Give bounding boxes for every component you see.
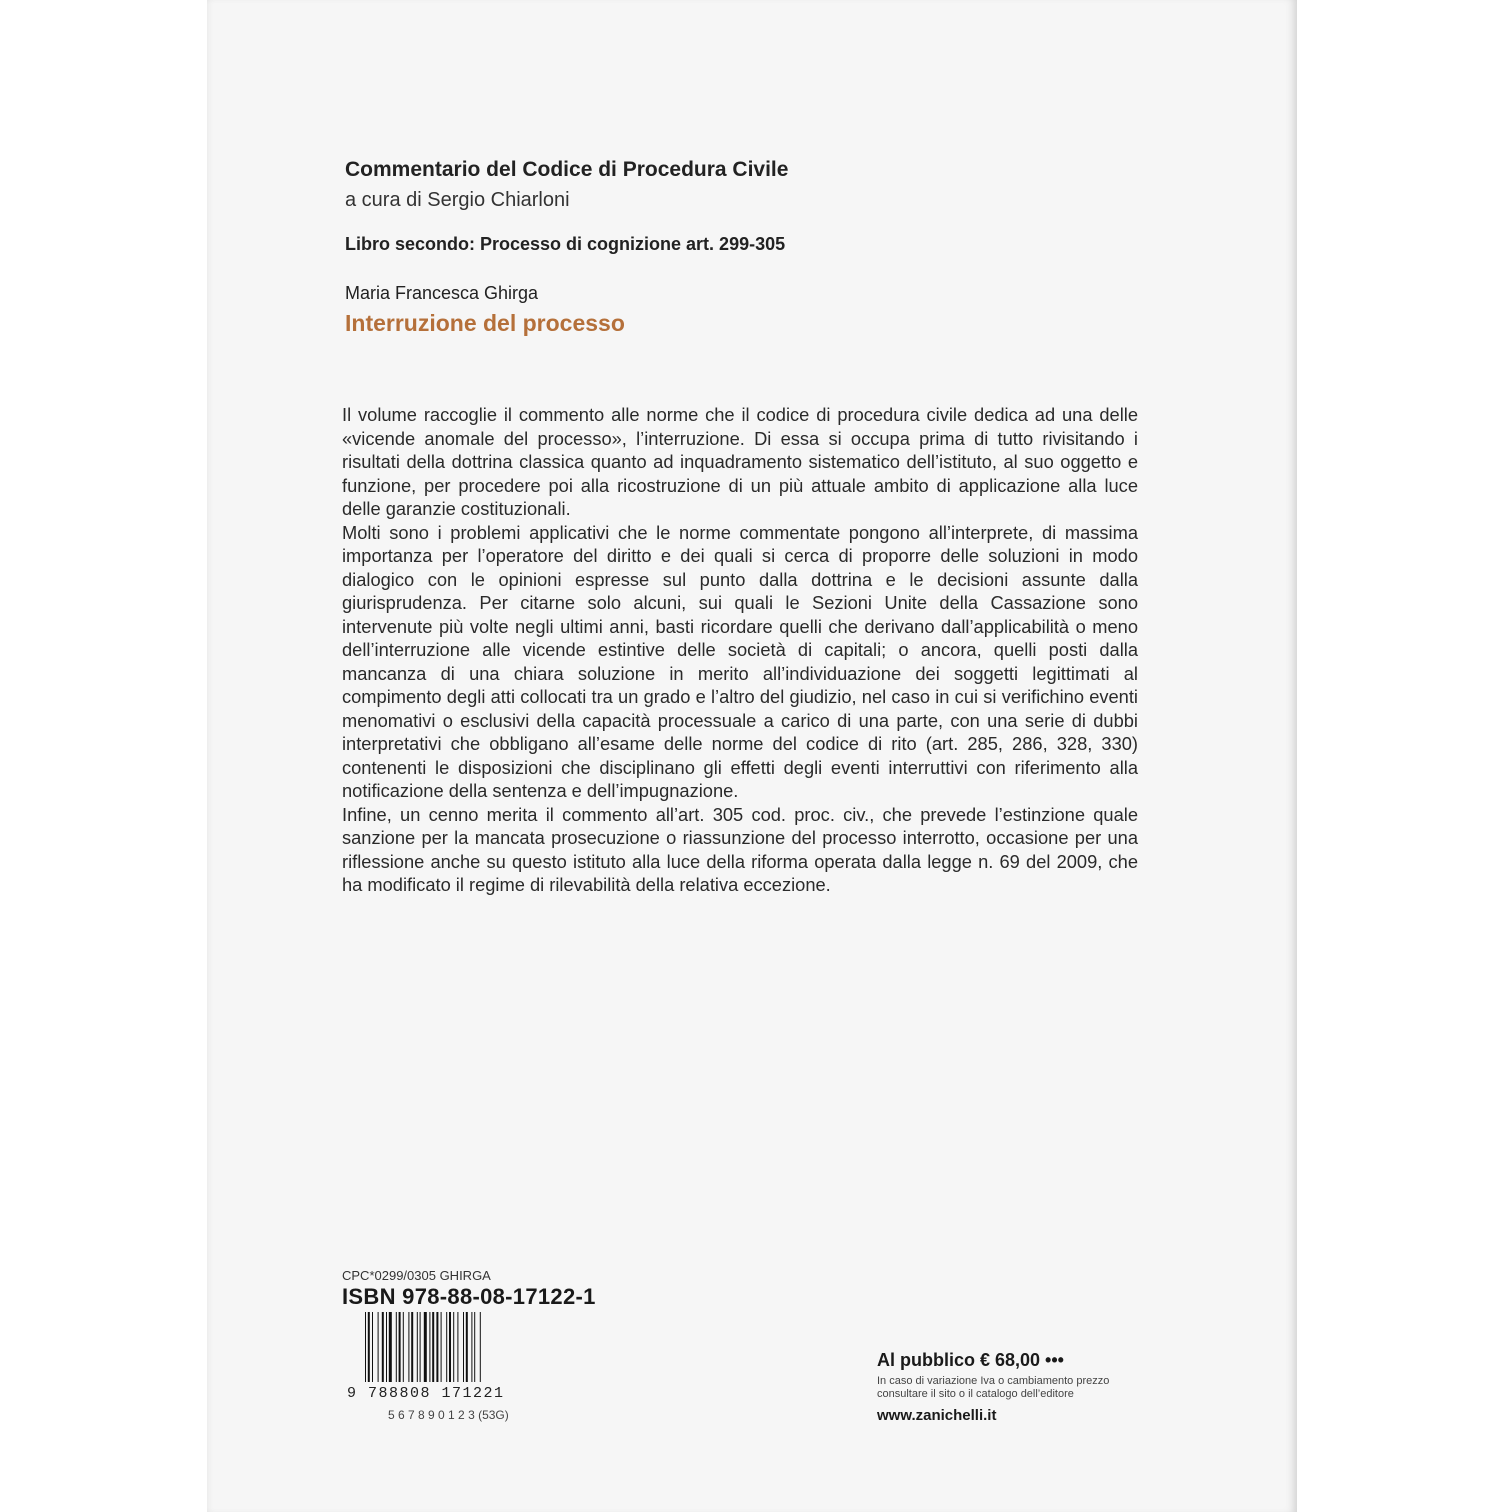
isbn-number: ISBN 978-88-08-17122-1 [342,1284,596,1309]
description-paragraph: Molti sono i problemi applicativi che le norme commentate pongono all’interprete, di massima importanza per l’operatore del diritto e dei quali si cerca di proporre delle soluzioni in modo dialogico con le opinioni espresse sul punto dalla dottrina e le decisioni assunte dalla giurisprudenza. Per citarne solo alcuni, sui quali le Sezioni Unite della Cassazione sono intervenute più volte negli ultimi anni, basti ricordare quelli che derivano dall’applicabilità o meno dell’interruzione alle vicende estintive delle società di capitali; o ancora, quelli posti dalla mancanza di una chiara soluzione in merito all’individuazione dei soggetti legittimati al compimento degli atti collocati tra un grado e l’altro del giudizio, nel caso in cui si verifichino eventi menomativi o esclusivi della capacità processuale a carico di una parte, con una serie di dubbi interpretativi che obbligano all’esame delle norme del codice di rito (art. 285, 286, 328, 330) contenenti le disposizioni che disciplinano gli effetti degli eventi interruttivi con riferimento alla notificazione della sentenza e dell’impugnazione. [342,521,1138,801]
author-name: Maria Francesca Ghirga [345,283,539,303]
series-code: CPC*0299/0305 GHIRGA [342,1268,491,1283]
print-run-code: 5 6 7 8 9 0 1 2 3 (53G) [388,1408,509,1422]
price-label: Al pubblico € 68,00 ••• [877,1350,1064,1370]
price-note-line: consultare il sito o il catalogo dell’editore [877,1388,1074,1400]
price-note-line: In caso di variazione Iva o cambiamento prezzo [877,1375,1110,1387]
description-paragraph: Il volume raccoglie il commento alle norme che il codice di procedura civile dedica ad una delle «vicende anomale del processo», l’interruzione. Di essa si occupa prima di tutto rivisitando i risultati della dottrina classica quanto ad inquadramento sistematico dell’istituto, al suo oggetto e funzione, per procedere poi alla ricostruzione di un più attuale ambito di applicazione alla luce delle garanzie costituzionali. [342,404,1138,519]
book-title: Interruzione del processo [345,310,625,336]
barcode-image [365,1312,531,1382]
editor-credit: a cura di Sergio Chiarloni [345,189,570,211]
publisher-website: www.zanichelli.it [877,1407,997,1424]
description-paragraph: Infine, un cenno merita il commento all’art. 305 cod. proc. civ., che prevede l’estinzione quale sanzione per la mancata prosecuzione o riassunzione del processo interrotto, occasione per una riflessione anche su questo istituto alla luce della riforma operata dalla legge n. 69 del 2009, che ha modificato il regime di rilevabilità della relativa eccezione. [342,803,1138,895]
book-part-heading: Libro secondo: Processo di cognizione art. 299-305 [345,234,786,254]
price-note [877,1375,1109,1401]
barcode-digits: 9 788808 171221 [347,1385,505,1402]
series-title: Commentario del Codice di Procedura Civile [345,158,789,181]
description-text [342,403,1138,897]
